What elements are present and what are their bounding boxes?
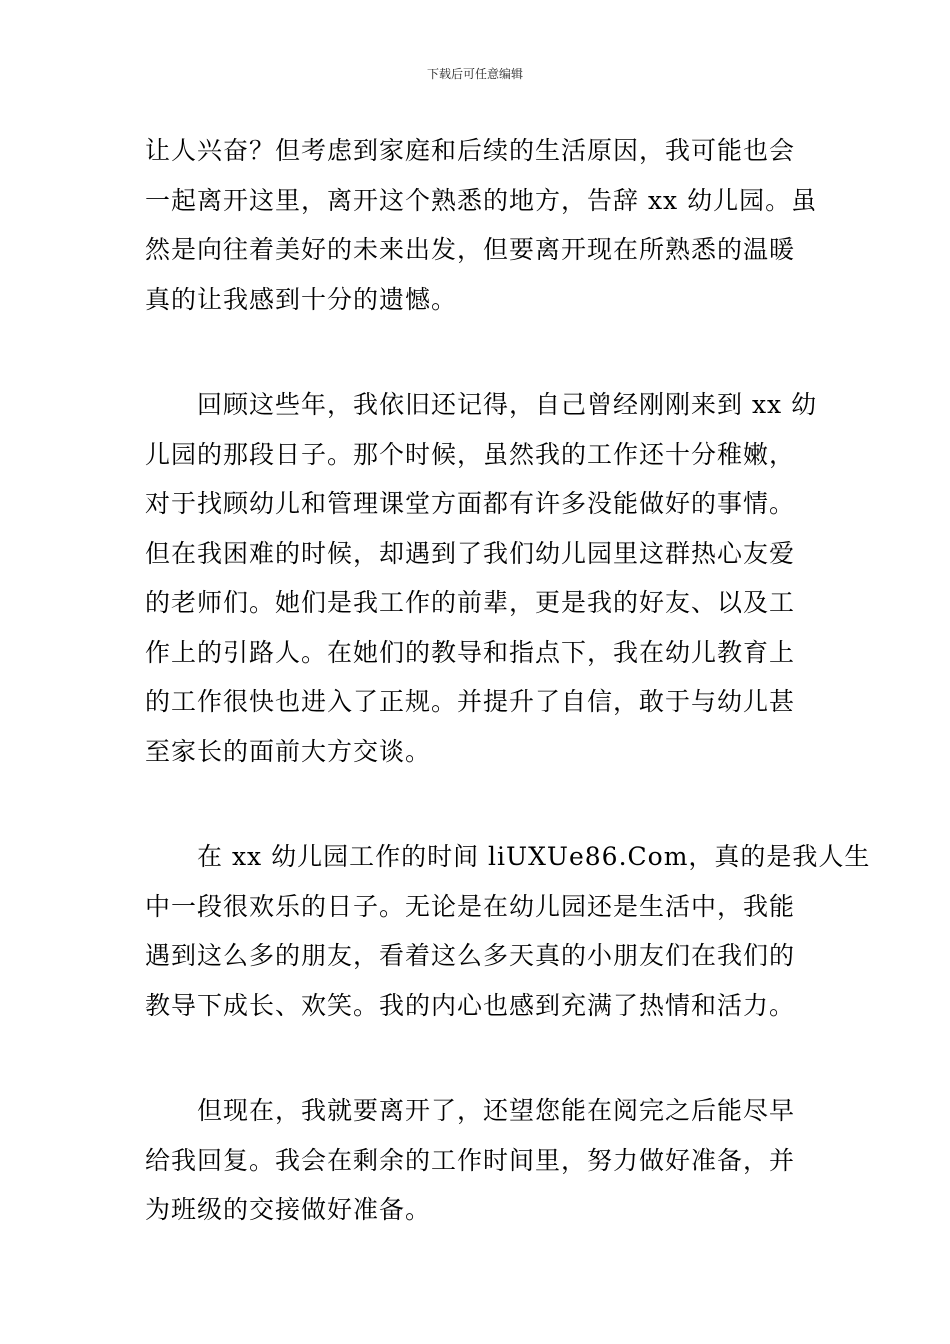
paragraph-4 bbox=[145, 1086, 807, 1235]
text-line: 让人兴奋？但考虑到家庭和后续的生活原因，我可能也会 bbox=[145, 136, 796, 165]
text-line: 的工作很快也进入了正规。并提升了自信，敢于与幼儿甚 bbox=[145, 687, 796, 716]
text-line: 教导下成长、欢笑。我的内心也感到充满了热情和活力。 bbox=[145, 990, 796, 1020]
text-line: 给我回复。我会在剩余的工作时间里，努力做好准备，并 bbox=[145, 1145, 796, 1175]
header-note: 下载后可任意编辑 bbox=[426, 67, 523, 81]
text-line: 在 xx 幼儿园工作的时间 liUXUe86.Com，真的是我人生 bbox=[145, 842, 871, 871]
text-line: 的老师们。她们是我工作的前辈，更是我的好友、以及工 bbox=[145, 588, 796, 617]
paragraph-1 bbox=[145, 126, 818, 324]
paragraph-2 bbox=[145, 380, 818, 776]
text-line: 但在我困难的时候，却遇到了我们幼儿园里这群热心友爱 bbox=[145, 538, 796, 568]
text-line: 为班级的交接做好准备。 bbox=[145, 1195, 432, 1224]
text-line: 但现在，我就要离开了，还望您能在阅完之后能尽早 bbox=[145, 1096, 796, 1125]
paragraph-3 bbox=[145, 832, 871, 1030]
text-line: 对于找顾幼儿和管理课堂方面都有许多没能做好的事情。 bbox=[145, 489, 796, 518]
text-line: 作上的引路人。在她们的教导和指点下，我在幼儿教育上 bbox=[145, 637, 796, 667]
document-body bbox=[145, 126, 871, 1291]
text-line: 一起离开这里，离开这个熟悉的地方，告辞 xx 幼儿园。虽 bbox=[145, 185, 818, 215]
text-line: 遇到这么多的朋友，看着这么多天真的小朋友们在我们的 bbox=[145, 941, 796, 970]
text-line: 真的让我感到十分的遗憾。 bbox=[145, 284, 458, 314]
text-line: 中一段很欢乐的日子。无论是在幼儿园还是生活中，我能 bbox=[145, 891, 796, 921]
text-line: 然是向往着美好的未来出发，但要离开现在所熟悉的温暖 bbox=[145, 235, 796, 264]
text-line: 儿园的那段日子。那个时候，虽然我的工作还十分稚嫩， bbox=[145, 439, 796, 469]
text-line: 至家长的面前大方交谈。 bbox=[145, 736, 432, 766]
text-line: 回顾这些年，我依旧还记得，自己曾经刚刚来到 xx 幼 bbox=[145, 390, 818, 419]
